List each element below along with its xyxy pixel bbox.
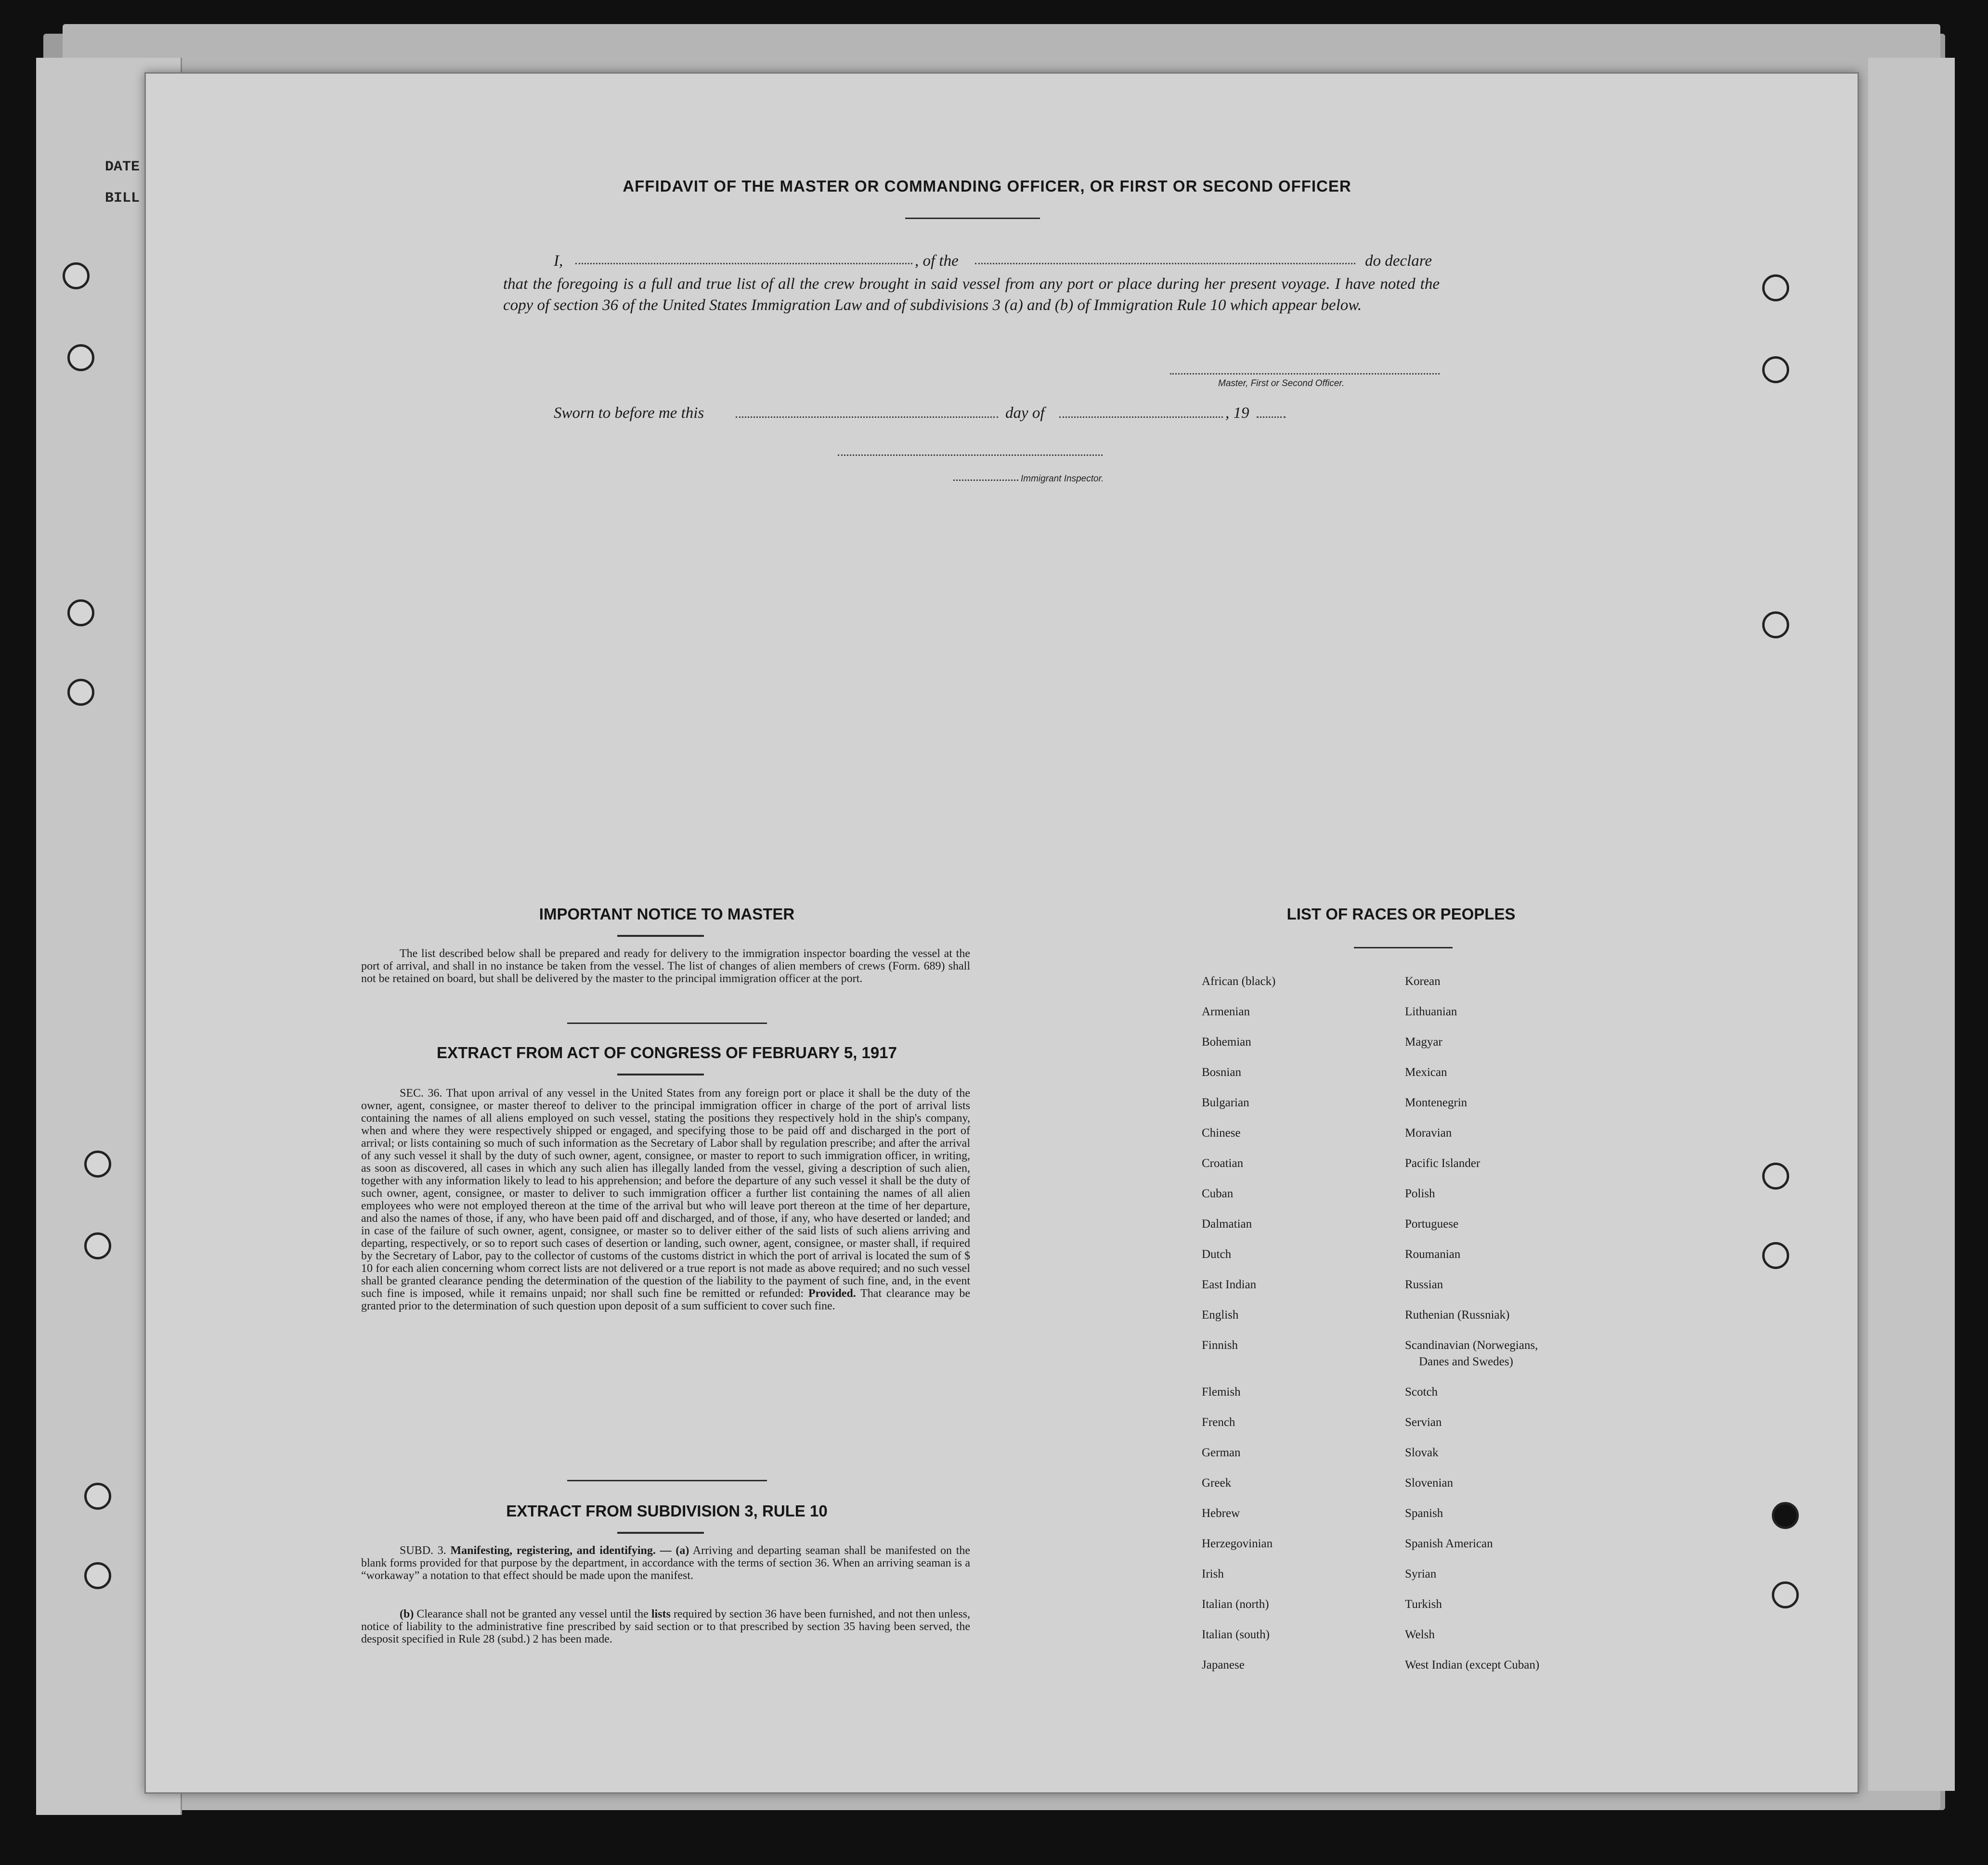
binder-hole xyxy=(84,1483,111,1510)
master-signature-caption: Master, First or Second Officer. xyxy=(1218,378,1345,389)
race-item: Dutch xyxy=(1202,1248,1232,1261)
race-item: Turkish xyxy=(1405,1598,1442,1611)
race-item: African (black) xyxy=(1202,975,1276,988)
race-item: Scandinavian (Norwegians, xyxy=(1405,1339,1538,1352)
affidavit-do-declare: do declare xyxy=(1365,252,1432,270)
race-item: Syrian xyxy=(1405,1567,1437,1580)
race-item: Scotch xyxy=(1405,1386,1438,1399)
part-b-label: (b) xyxy=(400,1608,414,1620)
race-item: Chinese xyxy=(1202,1127,1241,1140)
affidavit-of-the: , of the xyxy=(915,252,959,270)
race-item: West Indian (except Cuban) xyxy=(1405,1658,1540,1671)
race-item: Irish xyxy=(1202,1567,1224,1580)
race-item: Portuguese xyxy=(1405,1217,1459,1230)
race-item: Armenian xyxy=(1202,1005,1250,1018)
notice-title: IMPORTANT NOTICE TO MASTER xyxy=(539,905,795,923)
sworn-year-prefix: , 19 xyxy=(1225,404,1249,422)
binder-hole xyxy=(1762,611,1789,638)
race-item: Pacific Islander xyxy=(1405,1157,1481,1170)
subd-3-part-b xyxy=(361,1608,970,1645)
binder-hole xyxy=(84,1151,111,1178)
vessel-name-blank[interactable] xyxy=(975,263,1355,264)
act-extract-title: EXTRACT FROM ACT OF CONGRESS OF FEBRUARY 5, 1917 xyxy=(437,1044,897,1062)
part-a-text: Arriving and departing seaman shall be manifested on the blank forms provided for that purpose by the department, in accordance with the terms of section 36. When an arriving seaman is a “workaway” a notation to that effect should be made upon the manifest. xyxy=(361,1544,971,1582)
form-page xyxy=(144,72,1859,1794)
act-extract-body xyxy=(361,1087,970,1312)
rule-extract-title: EXTRACT FROM SUBDIVISION 3, RULE 10 xyxy=(506,1502,828,1520)
race-item: Hebrew xyxy=(1202,1507,1240,1520)
race-item: Slovenian xyxy=(1405,1476,1453,1489)
sworn-day-of: day of xyxy=(1005,404,1045,422)
race-item: Croatian xyxy=(1202,1157,1244,1170)
inspector-signature-blank[interactable] xyxy=(838,454,1103,456)
binder-hole xyxy=(84,1562,111,1589)
race-item: Danes and Swedes) xyxy=(1419,1355,1513,1368)
binder-hole xyxy=(67,679,94,706)
part-b-text-2: required by section 36 have been furnished, and not then unless, notice of liability to the administrative fine prescribed by said section or to that prescribed by section 35 having been served, the desposit specified in Rule 28 (subd.) 2 has been made. xyxy=(361,1608,971,1645)
race-item: Lithuanian xyxy=(1405,1005,1457,1018)
race-item: Russian xyxy=(1405,1278,1443,1291)
race-item: Japanese xyxy=(1202,1658,1245,1671)
race-item: Servian xyxy=(1405,1416,1442,1429)
edge-label-date: DATE xyxy=(105,159,140,175)
race-item: Finnish xyxy=(1202,1339,1238,1352)
section-36-text: SEC. 36. That upon arrival of any vessel in the United States from any foreign port or place it shall be the duty of the owner, agent, consignee, or master thereof to deliver to the principal immigration officer in charge of the port of arrival lists containing the names of all aliens employed on such vessel, stating the positions they respectively hold in the ship's company, when and where they were respectively shipped or engaged, and specifying those to be paid off and discharged in the port of arrival; or lists containing so much of such information as the Secretary of Labor shall by regulation prescribe; and after the arrival of any such vessel it shall by the duty of such owner, agent, consignee, or master to report to such immigration officer, in writing, as soon as discovered, all cases in which any such alien has illegally landed from the vessel, giving a description of such alien, together with any information likely to lead to his apprehension; and before the departure of any such vessel it shall be the duty of such owner, agent, consignee, or master to deliver to such immigration officer a further list containing the names of all alien employees who were not employed thereon at the time of the arrival but who will leave port thereon at the time of her departure, and also the names of those, if any, who have been paid off and discharged, and of those, if any, who have deserted or landed; and in case of the failure of such owner, agent, consignee, or master so to deliver either of the said lists of such aliens arriving and departing, respectively, or so to report such cases of desertion or landing, such owner, agent, consignee, or master shall, if required by the Secretary of Labor, pay to the collector of customs of the customs district in which the port of arrival is located the sum of $ 10 for each alien concerning whom correct lists are not delivered or a true report is not made as above required; and no such vessel shall be granted clearance pending the determination of the question of the liability to the payment of such fine, and, in the event such fine is imposed, while it remains unpaid; nor shall such fine be remitted or refunded: xyxy=(361,1087,970,1300)
part-b-text-1: Clearance shall not be granted any vessel until the xyxy=(416,1608,649,1620)
race-item: German xyxy=(1202,1446,1241,1459)
notice-underline xyxy=(617,935,704,937)
master-signature-blank[interactable] xyxy=(1170,373,1440,375)
race-item: Ruthenian (Russniak) xyxy=(1405,1308,1510,1321)
binder-hole xyxy=(1762,274,1789,301)
divider xyxy=(567,1480,767,1481)
binder-hole xyxy=(84,1232,111,1259)
binder-hole xyxy=(67,599,94,626)
subd-3-part-a xyxy=(361,1544,970,1582)
sworn-day-blank[interactable] xyxy=(736,416,998,418)
race-item: Spanish xyxy=(1405,1507,1443,1520)
binder-hole xyxy=(1772,1502,1799,1529)
affidavit-i: I, xyxy=(554,252,563,270)
race-item: Bohemian xyxy=(1202,1036,1251,1049)
race-item: Polish xyxy=(1405,1187,1435,1200)
races-title: LIST OF RACES OR PEOPLES xyxy=(1286,905,1516,923)
title-underline xyxy=(905,218,1040,219)
rule-extract-underline xyxy=(617,1532,704,1534)
notice-body: The list described below shall be prepared and ready for delivery to the immigration inspector boarding the vessel at the port of arrival, and shall in no instance be taken from the vessel. The list of changes of alien members of crews (Form. 689) shall not be retained on board, but shall be delivered by the master to the principal immigration officer at the port. xyxy=(361,947,970,985)
race-item: Montenegrin xyxy=(1405,1096,1468,1109)
divider xyxy=(567,1023,767,1024)
binder-hole xyxy=(63,262,90,289)
sworn-month-blank[interactable] xyxy=(1059,416,1223,418)
binder-hole xyxy=(1762,1242,1789,1269)
race-item: Slovak xyxy=(1405,1446,1439,1459)
race-item: Roumanian xyxy=(1405,1248,1461,1261)
race-item: Mexican xyxy=(1405,1066,1447,1079)
act-extract-underline xyxy=(617,1074,704,1075)
race-item: Cuban xyxy=(1202,1187,1234,1200)
race-item: Spanish American xyxy=(1405,1537,1493,1550)
binder-hole xyxy=(67,344,94,371)
inspector-caption: Immigrant Inspector. xyxy=(1021,474,1104,484)
affidavit-title: AFFIDAVIT OF THE MASTER OR COMMANDING OFFICER, OR FIRST OR SECOND OFFICER xyxy=(623,177,1351,195)
race-item: Moravian xyxy=(1405,1127,1452,1140)
race-item: Italian (south) xyxy=(1202,1628,1270,1641)
section-36-closing: That clearance may be granted prior to the determination of such question upon deposit of a sum sufficient to cover such fine. xyxy=(361,1287,970,1312)
races-underline xyxy=(1354,947,1453,948)
background-sheet-right-edge xyxy=(1868,58,1955,1791)
part-b-lists: lists xyxy=(651,1608,671,1620)
subd-prefix: SUBD. 3. xyxy=(400,1544,446,1557)
subd-heading: Manifesting, registering, and identifying. xyxy=(450,1544,656,1557)
race-item: French xyxy=(1202,1416,1235,1429)
race-item: Flemish xyxy=(1202,1386,1241,1399)
race-item: Bulgarian xyxy=(1202,1096,1249,1109)
affidavit-body: that the foregoing is a full and true list of all the crew brought in said vessel from any port or place during her present voyage. I have noted the copy of section 36 of the United States Immigration Law and of subdivisions 3 (a) and (b) of Immigration Rule 10 which appear below. xyxy=(503,275,1440,314)
race-item: Bosnian xyxy=(1202,1066,1241,1079)
race-item: Dalmatian xyxy=(1202,1217,1252,1230)
officer-name-blank[interactable] xyxy=(575,263,912,264)
race-item: Greek xyxy=(1202,1476,1232,1489)
sworn-year-blank[interactable] xyxy=(1257,416,1286,418)
binder-hole xyxy=(1762,356,1789,383)
race-item: Magyar xyxy=(1405,1036,1442,1049)
provided-label: Provided. xyxy=(808,1287,856,1300)
race-item: Italian (north) xyxy=(1202,1598,1269,1611)
part-a-label: — (a) xyxy=(660,1544,689,1557)
race-item: English xyxy=(1202,1308,1239,1321)
race-item: East Indian xyxy=(1202,1278,1257,1291)
edge-label-bill: BILL xyxy=(105,190,140,207)
binder-hole xyxy=(1762,1163,1789,1190)
race-item: Herzegovinian xyxy=(1202,1537,1273,1550)
inspector-signature-leader xyxy=(953,479,1018,481)
sworn-prefix: Sworn to before me this xyxy=(554,404,704,422)
race-item: Korean xyxy=(1405,975,1441,988)
race-item: Welsh xyxy=(1405,1628,1435,1641)
binder-hole xyxy=(1772,1581,1799,1608)
